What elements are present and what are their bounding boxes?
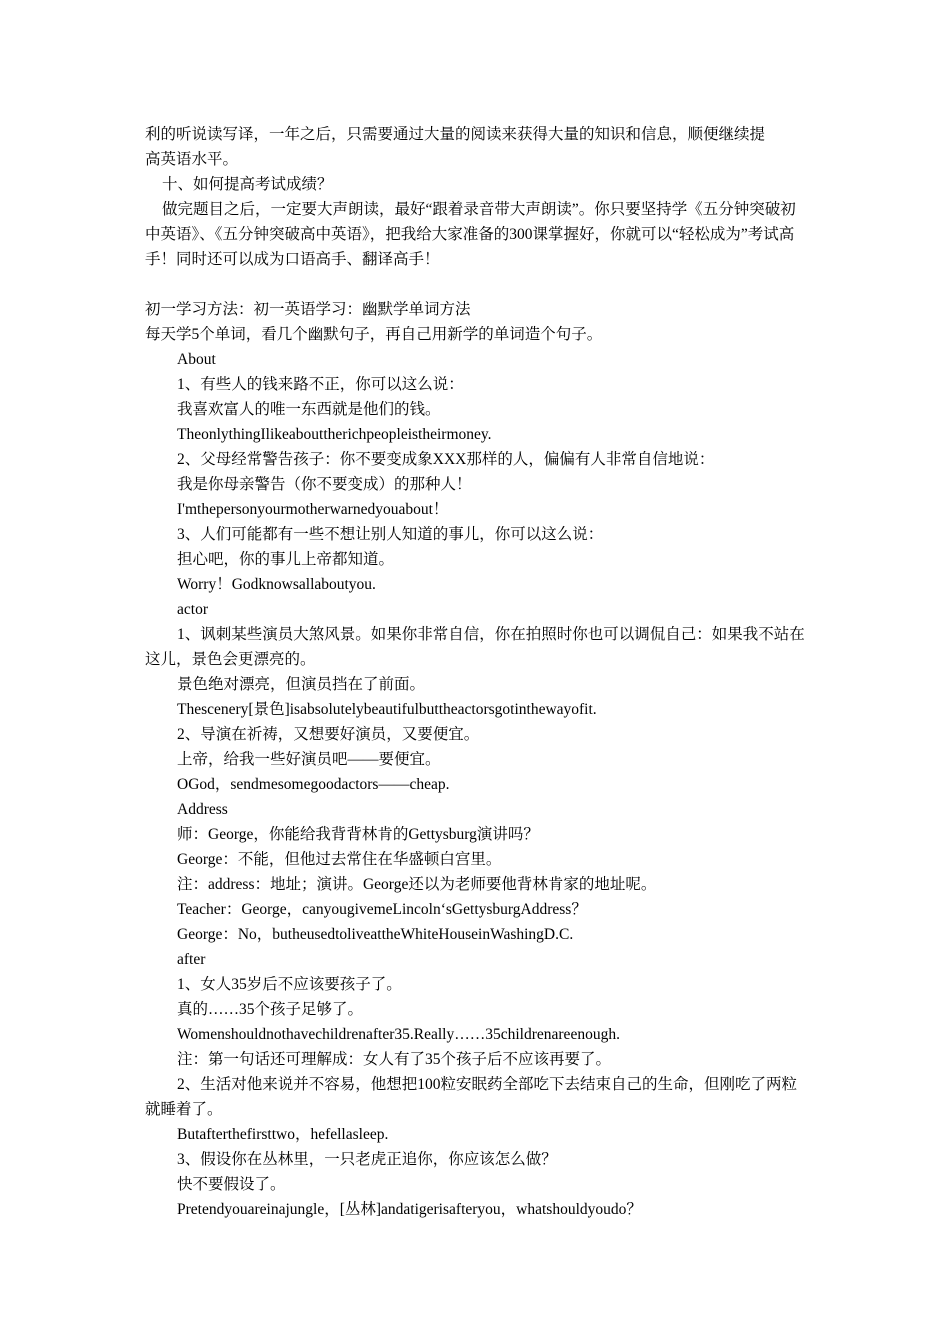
content-line: George：不能，但他过去常住在华盛顿白宫里。 [177,851,502,868]
content-line: 担心吧，你的事儿上帝都知道。 [177,551,395,568]
document-page [145,122,810,1222]
section-subtitle: 每天学5个单词，看几个幽默句子，再自己用新学的单词造个句子。 [145,326,603,343]
content-line: Address [177,801,228,818]
intro-line-1: 利的听说读写译，一年之后，只需要通过大量的阅读来获得大量的知识和信息，顺便继续提 [145,126,766,143]
content-line: 上帝，给我一些好演员吧——要便宜。 [177,751,441,768]
content-line: George：No，butheusedtoliveattheWhiteHouseinWashingD.C. [177,926,574,943]
content-line: 1、有些人的钱来路不正，你可以这么说： [177,376,464,393]
content-line: 2、生活对他来说并不容易，他想把100粒安眠药全部吃下去结束自己的生命，但刚吃了两粒就睡着了。 [145,1076,798,1118]
content-line: 注：address：地址；演讲。George还以为老师要他背林肯家的地址呢。 [177,876,657,893]
content-lines [145,347,810,1222]
content-line: Pretendyouareinajungle，[丛林]andatigerisafteryou，whatshouldyoudo？ [177,1201,642,1218]
blank-line [145,272,810,297]
content-line: Teacher：George，canyougivemeLincoln‘sGettysburgAddress？ [177,901,587,918]
content-line: 注：第一句话还可理解成：女人有了35个孩子后不应该再要了。 [177,1051,612,1068]
content-line: Butafterthefirsttwo，hefellasleep. [177,1126,389,1143]
content-line: 我喜欢富人的唯一东西就是他们的钱。 [177,401,441,418]
content-line: 3、假设你在丛林里，一只老虎正追你，你应该怎么做？ [177,1151,557,1168]
content-line: Worry！Godknowsallaboutyou. [177,576,376,593]
intro-paragraph: 做完题目之后，一定要大声朗读，最好“跟着录音带大声朗读”。你只要坚持学《五分钟突破初中英语》、《五分钟突破高中英语》，把我给大家准备的300课掌握好，你就可以“轻松成为”考试高手！同时还可以成为口语高手、翻译高手！ [145,201,796,268]
content-line: OGod，sendmesomegoodactors——cheap. [177,776,450,793]
intro-line-2: 高英语水平。 [145,151,239,168]
content-line: 师：George，你能给我背背林肯的Gettysburg演讲吗？ [177,826,539,843]
content-line: 2、导演在祈祷，又想要好演员，又要便宜。 [177,726,480,743]
heading-section-10: 十、如何提高考试成绩？ [162,176,333,193]
content-line: 1、讽刺某些演员大煞风景。如果你非常自信，你在拍照时你也可以调侃自己：如果我不站在这儿，景色会更漂亮的。 [145,626,805,668]
content-line: 2、父母经常警告孩子：你不要变成象XXX那样的人，偏偏有人非常自信地说： [177,451,715,468]
content-line: Womenshouldnothavechildrenafter35.Really……35childrenareenough. [177,1026,620,1043]
content-line: Thescenery[景色]isabsolutelybeautifulbuttheactorsgotinthewayofit. [177,701,597,718]
content-line: 我是你母亲警告（你不要变成）的那种人！ [177,476,472,493]
content-line: actor [177,601,208,618]
content-line: About [177,351,216,368]
section-title: 初一学习方法：初一英语学习：幽默学单词方法 [145,301,471,318]
content-line: after [177,951,206,968]
content-line: 真的……35个孩子足够了。 [177,1001,364,1018]
content-line: 快不要假设了。 [177,1176,286,1193]
content-line: 景色绝对漂亮，但演员挡在了前面。 [177,676,426,693]
content-line: 1、女人35岁后不应该要孩子了。 [177,976,402,993]
content-line: TheonlythingIlikeabouttherichpeopleistheirmoney. [177,426,492,443]
content-line: I'mthepersonyourmotherwarnedyouabout！ [177,501,449,518]
content-line: 3、人们可能都有一些不想让别人知道的事儿，你可以这么说： [177,526,604,543]
